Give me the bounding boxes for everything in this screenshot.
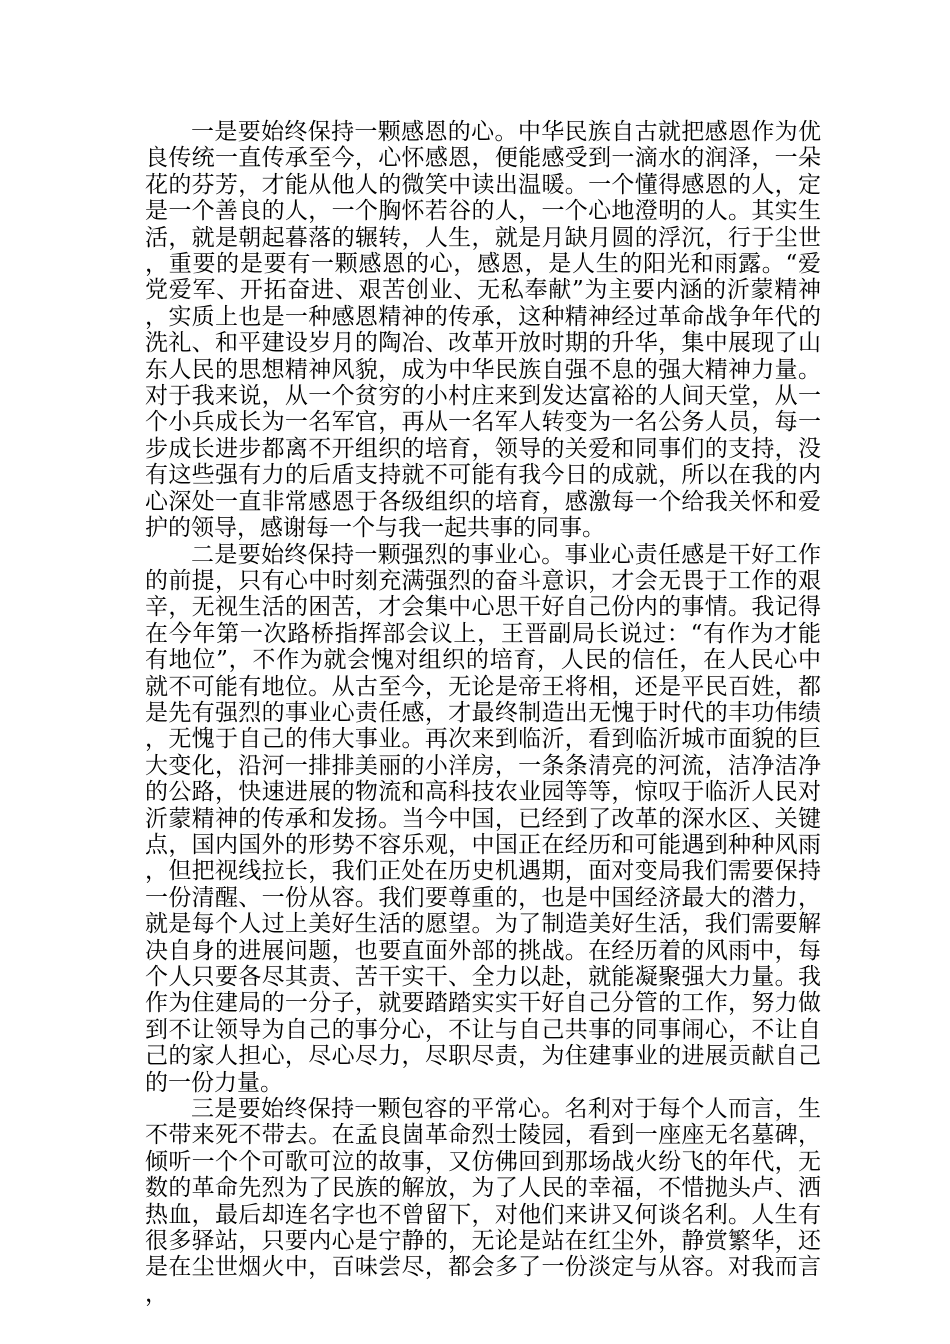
paragraph-equanimity: 三是要始终保持一颗包容的平常心。名利对于每个人而言，生不带来死不带去。在孟良崮革命烈士陵园，看到一座座无名墓碑，倾听一个个可歌可泣的故事，又仿佛回到那场战火纷飞的年代，无数的革命先烈为了民族的解放，为了人民的幸福，不惜抛头卢、洒热血，最后却连名字也不曾留下，对他们来讲又何谈名利。人生有很多驿站，只要内心是宁静的，无论是站在红尘外，静赏繁华，还是在尘世烟火中，百味尝尽，都会多了一份淡定与从容。对我而言， bbox=[145, 1096, 821, 1307]
paragraph-gratitude: 一是要始终保持一颗感恩的心。中华民族自古就把感恩作为优良传统一直传承至今，心怀感恩，便能感受到一滴水的润泽，一朵花的芬芳，才能从他人的微笑中读出温暖。一个懂得感恩的人，定是一个善良的人，一个胸怀若谷的人，一个心地澄明的人。其实生活，就是朝起暮落的辗转，人生，就是月缺月圆的浮沉，行于尘世，重要的是要有一颗感恩的心，感恩，是人生的阳光和雨露。“爱党爱军、开拓奋进、艰苦创业、无私奉献”为主要内涵的沂蒙精神，实质上也是一种感恩精神的传承，这种精神经过革命战争年代的洗礼、和平建设岁月的陶冶、改革开放时期的升华，集中展现了山东人民的思想精神风貌，成为中华民族自强不息的强大精神力量。对于我来说，从一个贫穷的小村庄来到发达富裕的人间天堂，从一个小兵成长为一名军官，再从一名军人转变为一名公务人员，每一步成长进步都离不开组织的培育，领导的关爱和同事们的支持，没有这些强有力的后盾支持就不可能有我今日的成就，所以在我的内心深处一直非常感恩于各级组织的培育，感激每一个给我关怀和爱护的领导，感谢每一个与我一起共事的同事。 bbox=[145, 119, 821, 542]
paragraph-dedication: 二是要始终保持一颗强烈的事业心。事业心责任感是干好工作的前提，只有心中时刻充满强烈的奋斗意识，才会无畏于工作的艰辛，无视生活的困苦，才会集中心思干好自己份内的事情。我记得在今年第一次路桥指挥部会议上，王晋副局长说过：“有作为才能有地位”，不作为就会愧对组织的培育，人民的信任，在人民心中就不可能有地位。从古至今，无论是帝王将相，还是平民百姓，都是先有强烈的事业心责任感，才最终制造出无愧于时代的丰功伟绩，无愧于自己的伟大事业。再次来到临沂，看到临沂城市面貌的巨大变化，沿河一排排美丽的小洋房，一条条清亮的河流，洁净洁净的公路，快速进展的物流和高科技农业园等等，惊叹于临沂人民对沂蒙精神的传承和发扬。当今中国，已经到了改革的深水区、关键点，国内国外的形势不容乐观，中国正在经历和可能遇到种种风雨，但把视线拉长，我们正处在历史机遇期，面对变局我们需要保持一份清醒、一份从容。我们要尊重的，也是中国经济最大的潜力，就是每个人过上美好生活的愿望。为了制造美好生活，我们需要解决自身的进展问题，也要直面外部的挑战。在经历着的风雨中，每个人只要各尽其责、苦干实干、全力以赴，就能凝聚强大力量。我作为住建局的一分子，就要踏踏实实干好自己分管的工作，努力做到不让领导为自己的事分心，不让与自己共事的同事闹心，不让自己的家人担心，尽心尽力，尽职尽责，为住建事业的进展贡献自己的一份力量。 bbox=[145, 541, 821, 1096]
document-page bbox=[145, 119, 821, 1307]
